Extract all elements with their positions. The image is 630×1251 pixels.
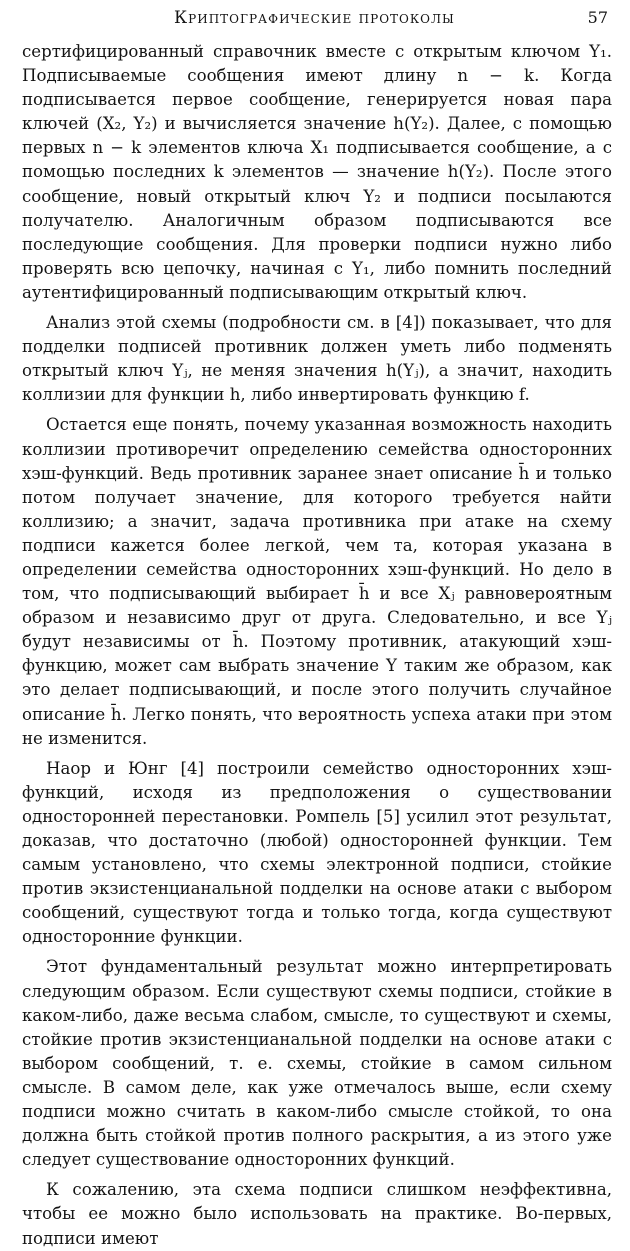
running-title: Криптографические протоколы — [174, 8, 455, 28]
running-header — [22, 8, 612, 40]
paragraph-2: Анализ этой схемы (подробности см. в [4]) показывает, что для подделки подписей противник должен уметь либо подменять открытый ключ Yⱼ, не меняя значения h(Yⱼ), а значит, находить коллизии для функции h, либо инвертировать функцию f. — [22, 313, 612, 405]
paragraph-5: Этот фундаментальный результат можно интерпретировать следующим образом. Если существуют схемы подписи, стойкие в каком-либо, даже весьма слабом, смысле, то существуют и схемы, стойкие против экзистенцианальной подделки на основе атаки с выбором сообщений, т. е. схемы, стойкие в самом сильном смысле. В самом деле, как уже отмечалось выше, если схему подписи можно считать в каком-либо смысле стойкой, то она должна быть стойкой против полного раскрытия, а из этого уже следует существование односторонних функций. — [22, 957, 612, 1170]
page-body — [22, 40, 612, 1251]
paragraph-3: Остается еще понять, почему указанная возможность находить коллизии противоречит определению семейства односторонних хэш-функций. Ведь противник заранее знает описание h̄ и только потом получает значение, для которого требуется найти коллизию; а значит, задача противника при атаке на схему подписи кажется более легкой, чем та, которая указана в определении семейства односторонних хэш-функций. Но дело в том, что подписывающий выбирает h̄ и все Xⱼ равновероятным образом и независимо друг от друга. Следовательно, и все Yⱼ будут независимы от h̄. Поэтому противник, атакующий хэш-функцию, может сам выбрать значение Y таким же образом, как это делает подписывающий, и после этого получить случайное описание h̄. Легко понять, что вероятность успеха атаки при этом не изменится. — [22, 415, 612, 748]
page-number: 57 — [587, 8, 608, 27]
paragraph-1: сертифицированный справочник вместе с открытым ключом Y₁. Подписываемые сообщения имеют длину n − k. Когда подписывается первое сообщение, генерируется новая пара ключей (X₂, Y₂) и вычисляется значение h(Y₂). Далее, с помощью первых n − k элементов ключа X₁ подписывается сообщение, а с помощью последних k элементов — значение h(Y₂). После этого сообщение, новый открытый ключ Y₂ и подписи посылаются получателю. Аналогичным образом подписываются все последующие сообщения. Для проверки подписи нужно либо проверять всю цепочку, начиная с Y₁, либо помнить последний аутентифицированный подписывающим открытый ключ. — [22, 42, 612, 302]
paragraph-4: Наор и Юнг [4] построили семейство односторонних хэш-функций, исходя из предположения о существовании односторонней перестановки. Ромпель [5] усилил этот результат, доказав, что достаточно (любой) односторонней функции. Тем самым установлено, что схемы электронной подписи, стойкие против экзистенцианальной подделки на основе атаки с выбором сообщений, существуют тогда и только тогда, когда существуют односторонние функции. — [22, 758, 612, 947]
paragraph-6: К сожалению, эта схема подписи слишком неэффективна, чтобы ее можно было использовать на практике. Во-первых, подписи имеют — [22, 1180, 612, 1248]
